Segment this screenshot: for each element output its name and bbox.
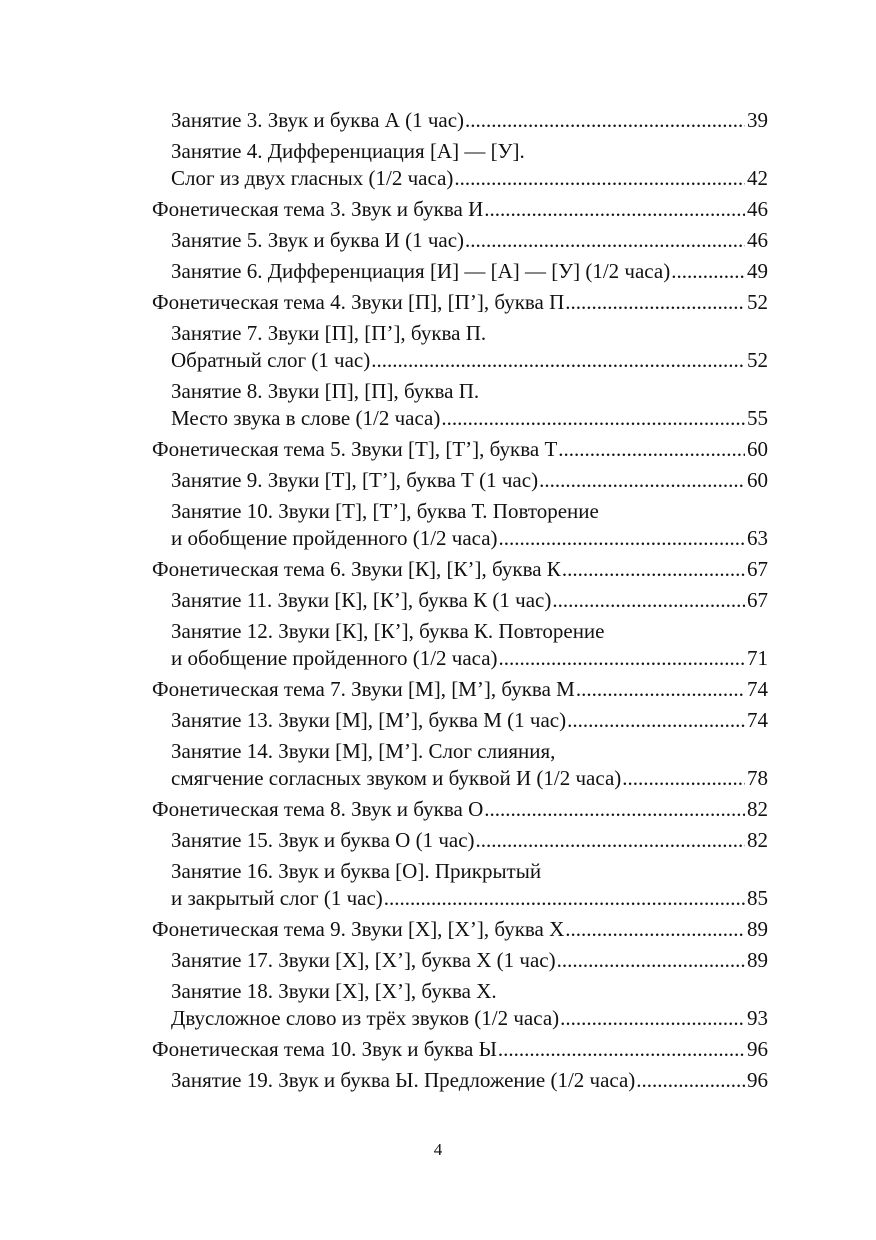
toc-lesson-entry[interactable] — [152, 1067, 768, 1094]
toc-entry-title: Занятие 19. Звук и буква Ы. Предложение (1/2 часа) — [171, 1068, 636, 1092]
toc-entry-title: и обобщение пройденного (1/2 часа) — [171, 646, 498, 670]
toc-lesson-entry[interactable] — [152, 227, 768, 254]
dot-leader — [565, 916, 745, 943]
toc-entry-line — [171, 258, 768, 285]
toc-entry-line — [152, 196, 768, 223]
toc-entry-title: Фонетическая тема 3. Звук и буква И — [152, 197, 484, 221]
dot-leader — [565, 289, 745, 316]
toc-page-number: 55 — [747, 406, 768, 430]
toc-entry-title: Фонетическая тема 6. Звуки [К], [К’], буква К — [152, 557, 561, 581]
toc-entry-title: Занятие 7. Звуки [П], [П’], буква П. — [171, 321, 487, 345]
toc-page-number: 42 — [747, 166, 768, 190]
toc-theme-entry[interactable] — [152, 436, 768, 463]
toc-page-number: 96 — [747, 1068, 768, 1092]
toc-page-number: 85 — [747, 886, 768, 910]
toc-entry-line — [171, 947, 768, 974]
toc-entry-title: Фонетическая тема 4. Звуки [П], [П’], буква П — [152, 290, 565, 314]
toc-page-number: 89 — [747, 948, 768, 972]
toc-entry-line — [171, 227, 768, 254]
toc-entry-title: Занятие 18. Звуки [Х], [Х’], буква Х. — [171, 979, 497, 1003]
toc-entry-title: Фонетическая тема 7. Звуки [М], [М’], буква М — [152, 677, 575, 701]
toc-page-number: 46 — [747, 197, 768, 221]
dot-leader — [499, 525, 745, 552]
dot-leader — [441, 405, 745, 432]
toc-entry-title: Занятие 15. Звук и буква О (1 час) — [171, 828, 475, 852]
toc-entry-line — [152, 1036, 768, 1063]
dot-leader — [484, 196, 745, 223]
toc-entry-line — [171, 405, 768, 432]
toc-entry-line — [171, 858, 768, 885]
toc-entry-title: Обратный слог (1 час) — [171, 348, 371, 372]
toc-entry-line — [171, 165, 768, 192]
toc-entry-title: Двусложное слово из трёх звуков (1/2 часа) — [171, 1006, 560, 1030]
toc-lesson-entry[interactable] — [152, 107, 768, 134]
toc-entry-line — [171, 587, 768, 614]
toc-entry-title: Занятие 3. Звук и буква А (1 час) — [171, 108, 465, 132]
toc-entry-title: Занятие 8. Звуки [П], [П], буква П. — [171, 379, 480, 403]
toc-entry-line — [171, 378, 768, 405]
toc-entry-title: Слог из двух гласных (1/2 часа) — [171, 166, 454, 190]
toc-page-number: 74 — [747, 708, 768, 732]
toc-entry-line — [171, 1067, 768, 1094]
toc-lesson-entry[interactable] — [152, 738, 768, 792]
toc-page-number: 93 — [747, 1006, 768, 1030]
toc-lesson-entry[interactable] — [152, 498, 768, 552]
dot-leader — [484, 796, 745, 823]
toc-theme-entry[interactable] — [152, 289, 768, 316]
toc-entry-line — [171, 525, 768, 552]
toc-lesson-entry[interactable] — [152, 378, 768, 432]
toc-entry-line — [171, 885, 768, 912]
toc-page-number: 67 — [747, 557, 768, 581]
toc-entry-title: Занятие 14. Звуки [М], [М’]. Слог слияния, — [171, 739, 556, 763]
toc-lesson-entry[interactable] — [152, 618, 768, 672]
dot-leader — [371, 347, 745, 374]
toc-entry-line — [171, 707, 768, 734]
toc-entry-title: Занятие 10. Звуки [Т], [Т’], буква Т. Повторение — [171, 499, 599, 523]
page-number: 4 — [433, 1140, 443, 1159]
toc-lesson-entry[interactable] — [152, 858, 768, 912]
toc-entry-title: Занятие 13. Звуки [М], [М’], буква М (1 час) — [171, 708, 567, 732]
toc-theme-entry[interactable] — [152, 676, 768, 703]
dot-leader — [454, 165, 745, 192]
toc-theme-entry[interactable] — [152, 556, 768, 583]
toc-entry-title: и закрытый слог (1 час) — [171, 886, 383, 910]
toc-page-number: 52 — [747, 348, 768, 372]
toc-entry-line — [171, 107, 768, 134]
toc-entry-title: Занятие 11. Звуки [К], [К’], буква К (1 час) — [171, 588, 552, 612]
toc-theme-entry[interactable] — [152, 916, 768, 943]
toc-entry-line — [152, 556, 768, 583]
toc-entry-line — [152, 796, 768, 823]
toc-entry-title: Фонетическая тема 5. Звуки [Т], [Т’], буква Т — [152, 437, 558, 461]
toc-entry-title: Занятие 6. Дифференциация [И] — [А] — [У] (1/2 часа) — [171, 259, 671, 283]
toc-entry-title: Занятие 17. Звуки [Х], [Х’], буква Х (1 час) — [171, 948, 556, 972]
toc-page-number: 82 — [747, 797, 768, 821]
toc-theme-entry[interactable] — [152, 796, 768, 823]
toc-entry-line — [171, 738, 768, 765]
toc-lesson-entry[interactable] — [152, 467, 768, 494]
toc-entry-line — [171, 765, 768, 792]
toc-entry-title: и обобщение пройденного (1/2 часа) — [171, 526, 498, 550]
toc-page-number: 96 — [747, 1037, 768, 1061]
toc-entry-line — [152, 676, 768, 703]
toc-lesson-entry[interactable] — [152, 587, 768, 614]
toc-entry-line — [152, 436, 768, 463]
toc-theme-entry[interactable] — [152, 196, 768, 223]
dot-leader — [622, 765, 745, 792]
toc-entry-title: Место звука в слове (1/2 часа) — [171, 406, 441, 430]
toc-page-number: 78 — [747, 766, 768, 790]
toc-entry-title: Фонетическая тема 10. Звук и буква Ы — [152, 1037, 497, 1061]
toc-page-number: 46 — [747, 228, 768, 252]
dot-leader — [557, 947, 745, 974]
toc-lesson-entry[interactable] — [152, 258, 768, 285]
toc-entry-line — [171, 978, 768, 1005]
table-of-contents — [152, 107, 768, 1098]
dot-leader — [384, 885, 745, 912]
toc-page-number: 82 — [747, 828, 768, 852]
toc-page-number: 71 — [747, 646, 768, 670]
toc-entry-line — [171, 138, 768, 165]
toc-lesson-entry[interactable] — [152, 978, 768, 1032]
dot-leader — [636, 1067, 745, 1094]
toc-entry-line — [171, 498, 768, 525]
dot-leader — [558, 436, 745, 463]
dot-leader — [562, 556, 745, 583]
toc-entry-line — [171, 320, 768, 347]
toc-entry-line — [152, 289, 768, 316]
dot-leader — [671, 258, 745, 285]
toc-lesson-entry[interactable] — [152, 947, 768, 974]
toc-page-number: 89 — [747, 917, 768, 941]
toc-page-number: 39 — [747, 108, 768, 132]
toc-entry-line — [171, 467, 768, 494]
toc-entry-title: Фонетическая тема 9. Звуки [Х], [Х’], буква Х — [152, 917, 565, 941]
toc-lesson-entry[interactable] — [152, 827, 768, 854]
dot-leader — [567, 707, 745, 734]
toc-entry-line — [171, 347, 768, 374]
dot-leader — [476, 827, 745, 854]
toc-entry-line — [171, 618, 768, 645]
toc-entry-line — [171, 827, 768, 854]
toc-entry-line — [171, 1005, 768, 1032]
toc-entry-title: Занятие 5. Звук и буква И (1 час) — [171, 228, 465, 252]
dot-leader — [576, 676, 745, 703]
dot-leader — [552, 587, 745, 614]
toc-lesson-entry[interactable] — [152, 320, 768, 374]
toc-page-number: 63 — [747, 526, 768, 550]
toc-entry-line — [171, 645, 768, 672]
toc-lesson-entry[interactable] — [152, 138, 768, 192]
toc-entry-title: смягчение согласных звуком и буквой И (1/2 часа) — [171, 766, 622, 790]
toc-entry-title: Занятие 16. Звук и буква [О]. Прикрытый — [171, 859, 542, 883]
toc-lesson-entry[interactable] — [152, 707, 768, 734]
toc-entry-line — [152, 916, 768, 943]
toc-entry-title: Занятие 4. Дифференциация [А] — [У]. — [171, 139, 525, 163]
toc-page-number: 60 — [747, 468, 768, 492]
dot-leader — [465, 227, 745, 254]
toc-entry-title: Занятие 12. Звуки [К], [К’], буква К. Повторение — [171, 619, 605, 643]
dot-leader — [498, 1036, 745, 1063]
toc-entry-title: Занятие 9. Звуки [Т], [Т’], буква Т (1 час) — [171, 468, 539, 492]
toc-page-number: 60 — [747, 437, 768, 461]
toc-entry-title: Фонетическая тема 8. Звук и буква О — [152, 797, 484, 821]
dot-leader — [560, 1005, 745, 1032]
toc-theme-entry[interactable] — [152, 1036, 768, 1063]
toc-page-number: 52 — [747, 290, 768, 314]
dot-leader — [539, 467, 745, 494]
toc-page-number: 49 — [747, 259, 768, 283]
dot-leader — [465, 107, 745, 134]
toc-page-number: 74 — [747, 677, 768, 701]
dot-leader — [499, 645, 745, 672]
toc-page-number: 67 — [747, 588, 768, 612]
